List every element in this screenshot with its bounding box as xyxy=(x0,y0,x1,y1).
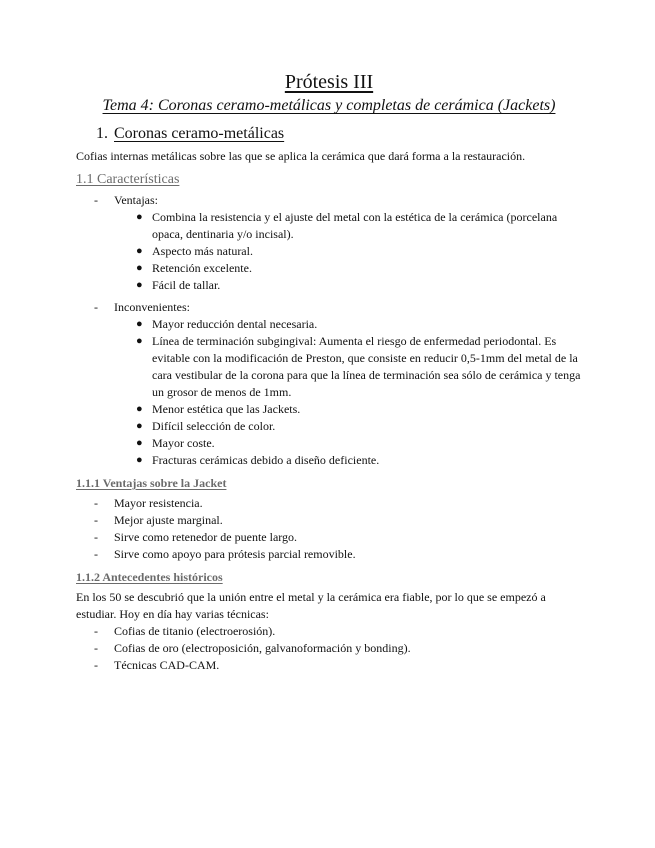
dash-marker: - xyxy=(94,547,98,561)
bullet-marker: ● xyxy=(136,318,143,330)
bullet-marker: ● xyxy=(136,420,143,432)
techniques-list xyxy=(94,623,582,674)
list-item xyxy=(136,452,582,469)
bullet-marker: ● xyxy=(136,454,143,466)
section-1-1-heading: 1.1 Características xyxy=(76,172,180,187)
section-1-1-1-heading: 1.1.1 Ventajas sobre la Jacket xyxy=(76,476,227,490)
list-item xyxy=(94,529,582,546)
list-item xyxy=(136,277,582,294)
list-item-text: Mayor resistencia. xyxy=(114,496,203,510)
list-item xyxy=(94,495,582,512)
list-item xyxy=(136,260,582,277)
history-paragraph: En los 50 se descubrió que la unión entre el metal y la cerámica era fiable, por lo que se empezó a estudiar. Hoy en día hay varias técnicas: xyxy=(76,590,546,621)
list-item-text: Fácil de tallar. xyxy=(152,278,221,292)
list-item-text: Menor estética que las Jackets. xyxy=(152,402,301,416)
list-item-text: Técnicas CAD-CAM. xyxy=(114,658,220,672)
bullet-marker: ● xyxy=(136,245,143,257)
list-item-text: Combina la resistencia y el ajuste del metal con la estética de la cerámica (porcelana opaca, dentinaria y/o incisal). xyxy=(152,210,558,241)
bullet-marker: ● xyxy=(136,335,143,347)
list-item xyxy=(136,435,582,452)
ventajas-label: Ventajas: xyxy=(114,193,158,207)
bullet-marker: ● xyxy=(136,262,143,274)
intro-paragraph: Cofias internas metálicas sobre las que se aplica la cerámica que dará forma a la restauración. xyxy=(76,149,526,163)
section-1-title: Coronas ceramo-metálicas xyxy=(114,125,285,142)
list-item xyxy=(136,401,582,418)
list-item xyxy=(94,512,582,529)
list-item-text: Mejor ajuste marginal. xyxy=(114,513,223,527)
list-item-text: Mayor coste. xyxy=(152,436,215,450)
list-item xyxy=(136,316,582,333)
list-item xyxy=(94,640,582,657)
dash-marker: - xyxy=(94,300,98,314)
bullet-marker: ● xyxy=(136,403,143,415)
ventajas-group xyxy=(94,192,582,294)
dash-marker: - xyxy=(94,641,98,655)
list-item xyxy=(94,623,582,640)
dash-marker: - xyxy=(94,193,98,207)
dash-marker: - xyxy=(94,530,98,544)
list-item xyxy=(136,243,582,260)
list-item xyxy=(94,546,582,563)
ventajas-list xyxy=(136,209,582,294)
dash-marker: - xyxy=(94,624,98,638)
jacket-advantages-list xyxy=(94,495,582,563)
inconvenientes-group xyxy=(94,299,582,469)
list-item-text: Mayor reducción dental necesaria. xyxy=(152,317,318,331)
bullet-marker: ● xyxy=(136,279,143,291)
list-item-text: Cofias de titanio (electroerosión). xyxy=(114,624,276,638)
section-1-number: 1. xyxy=(96,125,108,142)
dash-marker: - xyxy=(94,496,98,510)
list-item xyxy=(136,333,582,401)
list-item xyxy=(136,209,582,243)
document-title: Prótesis III xyxy=(284,71,374,93)
bullet-marker: ● xyxy=(136,437,143,449)
list-item xyxy=(94,657,582,674)
dash-marker: - xyxy=(94,513,98,527)
list-item-text: Línea de terminación subgingival: Aumenta el riesgo de enfermedad periodontal. Es evitable con la modificación de Preston, que consiste en reducir 0,5-1mm del metal de la cara vestibular de la corona para que la línea de terminación sea sólo de cerámica y tenga un grosor de menos de 1mm. xyxy=(152,334,581,399)
list-item-text: Sirve como apoyo para prótesis parcial removible. xyxy=(114,547,356,561)
list-item xyxy=(136,418,582,435)
list-item-text: Difícil selección de color. xyxy=(152,419,276,433)
bullet-marker: ● xyxy=(136,211,143,223)
inconvenientes-list xyxy=(136,316,582,469)
list-item-text: Sirve como retenedor de puente largo. xyxy=(114,530,298,544)
list-item-text: Retención excelente. xyxy=(152,261,252,275)
section-1-1-2-heading: 1.1.2 Antecedentes históricos xyxy=(76,570,223,584)
characteristics-list xyxy=(94,192,582,469)
section-1-heading xyxy=(96,124,582,144)
document-subtitle: Tema 4: Coronas ceramo-metálicas y completas de cerámica (Jackets) xyxy=(102,97,556,114)
document-page xyxy=(76,70,582,674)
inconvenientes-label: Inconvenientes: xyxy=(114,300,190,314)
list-item-text: Aspecto más natural. xyxy=(152,244,253,258)
list-item-text: Cofias de oro (electroposición, galvanoformación y bonding). xyxy=(114,641,411,655)
list-item-text: Fracturas cerámicas debido a diseño deficiente. xyxy=(152,453,380,467)
dash-marker: - xyxy=(94,658,98,672)
